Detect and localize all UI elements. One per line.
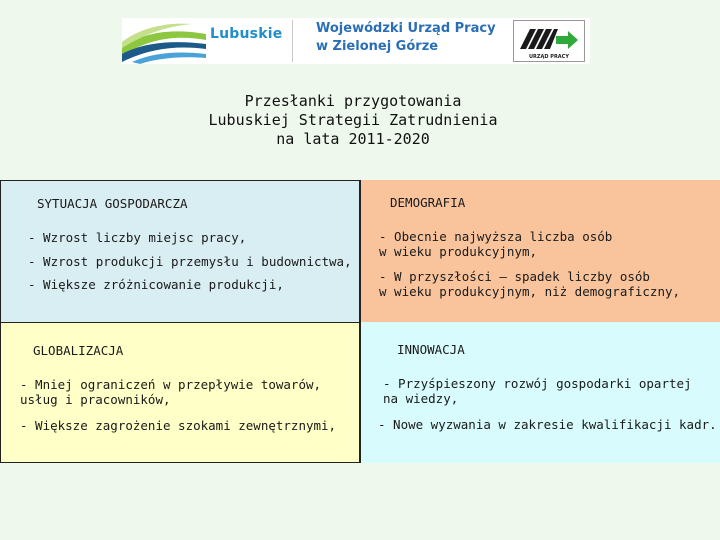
list-item-line: - Nowe wyzwania w zakresie kwalifikacji kadr. (378, 417, 717, 432)
list-item (383, 376, 692, 406)
urzad-pracy-logo (513, 20, 585, 62)
brand-name: Lubuskie (210, 26, 283, 42)
page-title (150, 92, 556, 149)
title-line1: Przesłanki przygotowania (244, 92, 462, 110)
list-item-line: w wieku produkcyjnym, (379, 244, 538, 259)
list-item (378, 417, 717, 432)
quadrant-innovation (361, 322, 720, 463)
quadrant-divider (359, 180, 361, 463)
urzad-pracy-emblem-icon (516, 23, 582, 53)
quadrant-heading: DEMOGRAFIA (390, 195, 466, 210)
lubuskie-wave-logo-icon (122, 18, 206, 64)
list-item-line: usług i pracowników, (20, 392, 171, 407)
list-item: - Wzrost liczby miejsc pracy, (28, 230, 247, 245)
list-item-line: - Większe zagrożenie szokami zewnętrznymi, (20, 418, 337, 433)
title-line2: Lubuskiej Strategii Zatrudnienia (208, 111, 498, 129)
list-item-line: na wiedzy, (383, 391, 459, 406)
title-line3: na lata 2011-2020 (276, 130, 430, 148)
list-item (379, 229, 612, 259)
list-item-line: - W przyszłości – spadek liczby osób (379, 269, 650, 284)
urzad-logo-caption: URZĄD PRACY (529, 54, 569, 60)
quadrant-heading: INNOWACJA (397, 342, 465, 357)
quadrant-heading: SYTUACJA GOSPODARCZA (37, 196, 188, 211)
header-logo-bar (122, 18, 590, 64)
list-item: - Wzrost produkcji przemysłu i budownictwa, (28, 254, 352, 269)
office-name-line2: w Zielonej Górze (316, 39, 439, 54)
quadrant-economy (0, 180, 361, 322)
quadrant-globalization (0, 322, 361, 463)
office-name-line1: Wojewódzki Urząd Pracy (316, 21, 496, 36)
list-item-line: w wieku produkcyjnym, niż demograficzny, (379, 284, 681, 299)
list-item-line: - Przyśpieszony rozwój gospodarki opartej (383, 376, 692, 391)
list-item (379, 269, 680, 299)
list-item (20, 377, 321, 407)
list-item-line: - Obecnie najwyższa liczba osób (379, 229, 613, 244)
office-name (316, 20, 496, 56)
quadrant-demography (361, 180, 720, 322)
logo-divider (292, 20, 293, 62)
quadrant-heading: GLOBALIZACJA (33, 343, 124, 358)
list-item (20, 418, 336, 433)
list-item-line: - Mniej ograniczeń w przepływie towarów, (20, 377, 322, 392)
list-item: - Większe zróżnicowanie produkcji, (28, 277, 284, 292)
